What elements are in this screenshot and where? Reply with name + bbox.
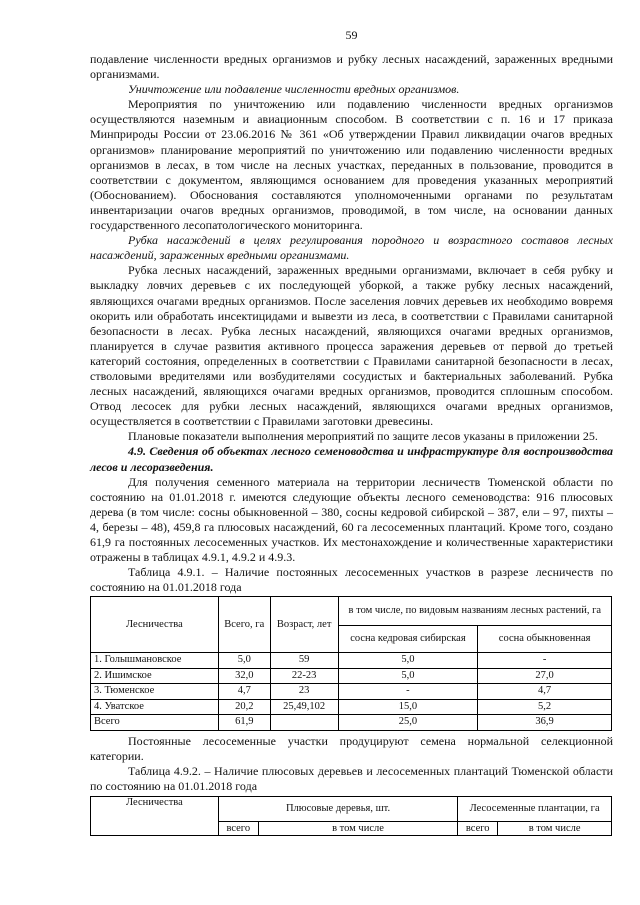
cell-cedar: 5,0 bbox=[338, 668, 478, 684]
subheading: Уничтожение или подавление численности вредных организмов. bbox=[128, 82, 460, 97]
cell-age: 59 bbox=[270, 653, 338, 669]
cell-age: 23 bbox=[270, 684, 338, 700]
cell-name: Всего bbox=[91, 715, 219, 731]
cell-total: 20,2 bbox=[218, 699, 270, 715]
cell-total: 5,0 bbox=[218, 653, 270, 669]
cell-name: 3. Тюменское bbox=[91, 684, 219, 700]
header-total: всего bbox=[458, 822, 498, 836]
cell-age: 25,49,102 bbox=[270, 699, 338, 715]
cell-age: 22-23 bbox=[270, 668, 338, 684]
paragraph: Для получения семенного материала на территории лесничеств Тюменской области по состоянию на 01.01.2018 г. имеются следующие объекты лесного семеноводства: 916 плюсовых дерева (в том числе: сосны обыкновенной – 380, сосны кедровой сибирской – 387, ели – 97, пихты – 4, березы – 48), 459,8 га плюсовых насаждений, 60 га лесосеменных плантаций. Кроме того, создано 61,9 га постоянных лесосеменных участков. Их местонахождение и количественные характеристики отражены в таблицах 4.9.1, 4.9.2 и 4.9.3. bbox=[90, 474, 613, 565]
paragraph: Постоянные лесосеменные участки продуцируют семена нормальной селекционной категории. bbox=[90, 733, 613, 763]
header-including: в том числе bbox=[258, 822, 457, 836]
paragraph: подавление численности вредных организмов и рубку лесных насаждений, зараженных вредными организмами. bbox=[90, 52, 613, 82]
paragraph: Плановые показатели выполнения мероприятий по защите лесов указаны в приложении 25. bbox=[128, 429, 598, 444]
header-age: Возраст, лет bbox=[270, 597, 338, 653]
section-heading: 4.9. Сведения об объектах лесного семеноводства и инфраструктуре для воспроизводства лесов и лесоразведения. bbox=[90, 444, 613, 474]
cell-cedar: - bbox=[338, 684, 478, 700]
table-caption: Таблица 4.9.2. – Наличие плюсовых деревьев и лесосеменных плантаций Тюменской области по состоянию на 01.01.2018 года bbox=[90, 764, 613, 794]
cell-total: 32,0 bbox=[218, 668, 270, 684]
header-forestry: Лесничества bbox=[91, 597, 219, 653]
plus-trees-table bbox=[90, 796, 612, 836]
cell-pine: 4,7 bbox=[478, 684, 612, 700]
header-including: в том числе bbox=[498, 822, 612, 836]
header-forestry: Лесничества bbox=[91, 797, 219, 836]
cell-pine: 36,9 bbox=[478, 715, 612, 731]
page-number: 59 bbox=[345, 28, 358, 42]
cell-name: 1. Голышмановское bbox=[91, 653, 219, 669]
header-total: всего bbox=[218, 822, 258, 836]
cell-pine: 27,0 bbox=[478, 668, 612, 684]
table-row bbox=[91, 699, 612, 715]
cell-pine: 5,2 bbox=[478, 699, 612, 715]
cell-age bbox=[270, 715, 338, 731]
cell-cedar: 25,0 bbox=[338, 715, 478, 731]
table-row bbox=[91, 653, 612, 669]
header-cedar: сосна кедровая сибирская bbox=[338, 626, 478, 653]
header-pine: сосна обыкновенная bbox=[478, 626, 612, 653]
cell-cedar: 15,0 bbox=[338, 699, 478, 715]
document-page bbox=[90, 28, 613, 836]
cell-total: 61,9 bbox=[218, 715, 270, 731]
cell-cedar: 5,0 bbox=[338, 653, 478, 669]
cell-total: 4,7 bbox=[218, 684, 270, 700]
header-species-group: в том числе, по видовым названиям лесных растений, га bbox=[338, 597, 611, 626]
header-plantations: Лесосеменные плантации, га bbox=[458, 797, 612, 822]
table-row bbox=[91, 668, 612, 684]
table-row bbox=[91, 684, 612, 700]
seed-plots-table bbox=[90, 596, 612, 731]
header-total: Всего, га bbox=[218, 597, 270, 653]
cell-name: 4. Уватское bbox=[91, 699, 219, 715]
subheading: Рубка насаждений в целях регулирования породного и возрастного составов лесных насаждений, зараженных вредными организмами. bbox=[90, 233, 613, 263]
table-caption: Таблица 4.9.1. – Наличие постоянных лесосеменных участков в разрезе лесничеств по состоянию на 01.01.2018 года bbox=[90, 565, 613, 595]
header-plus-trees: Плюсовые деревья, шт. bbox=[218, 797, 457, 822]
paragraph: Рубка лесных насаждений, зараженных вредными организмами, включает в себя рубку и выкладку ловчих деревьев с их последующей уборкой, а также рубку лесных насаждений, являющихся очагами вредных организмов. После заселения ловчих деревьев их необходимо вовремя окорить или обработать инсектицидами и вывезти из леса, в соответствии с Правилами санитарной безопасности в лесах. Рубка лесных насаждений, являющихся очагами вредных организмов, планируется в случае развития активного процесса заражения деревьев от первой до третьей категорий состояния, определенных в соответствии с Правилами санитарной безопасности в лесах, стволовыми вредителями или возбудителями сосудистых и бактериальных заболеваний. Рубка лесных насаждений, являющихся очагами вредных организмов, проводится сплошным способом. Отвод лесосек для рубки лесных насаждений, являющихся очагами вредных организмов, осуществляется в соответствии с Правилами заготовки древесины. bbox=[90, 263, 613, 429]
paragraph: Мероприятия по уничтожению или подавлению численности вредных организмов осуществляются наземным и авиационным способом. В соответствии с п. 16 и 17 приказа Минприроды России от 23.06.2016 № 361 «Об утверждении Правил ликвидации очагов вредных организмов» планирование мероприятий по уничтожению или подавлению численности вредных организмов в лесах, в том числе на лесных участках, переданных в пользование, проводится в соответствии с документом, являющимся основанием для проведения указанных мероприятий (Обоснованием). Обоснования составляются уполномоченными органами по результатам инвентаризации очагов вредных организмов, проводимой, в том числе, на основании данных государственного лесопатологического мониторинга. bbox=[90, 97, 613, 233]
cell-pine: - bbox=[478, 653, 612, 669]
cell-name: 2. Ишимское bbox=[91, 668, 219, 684]
table-row-total bbox=[91, 715, 612, 731]
